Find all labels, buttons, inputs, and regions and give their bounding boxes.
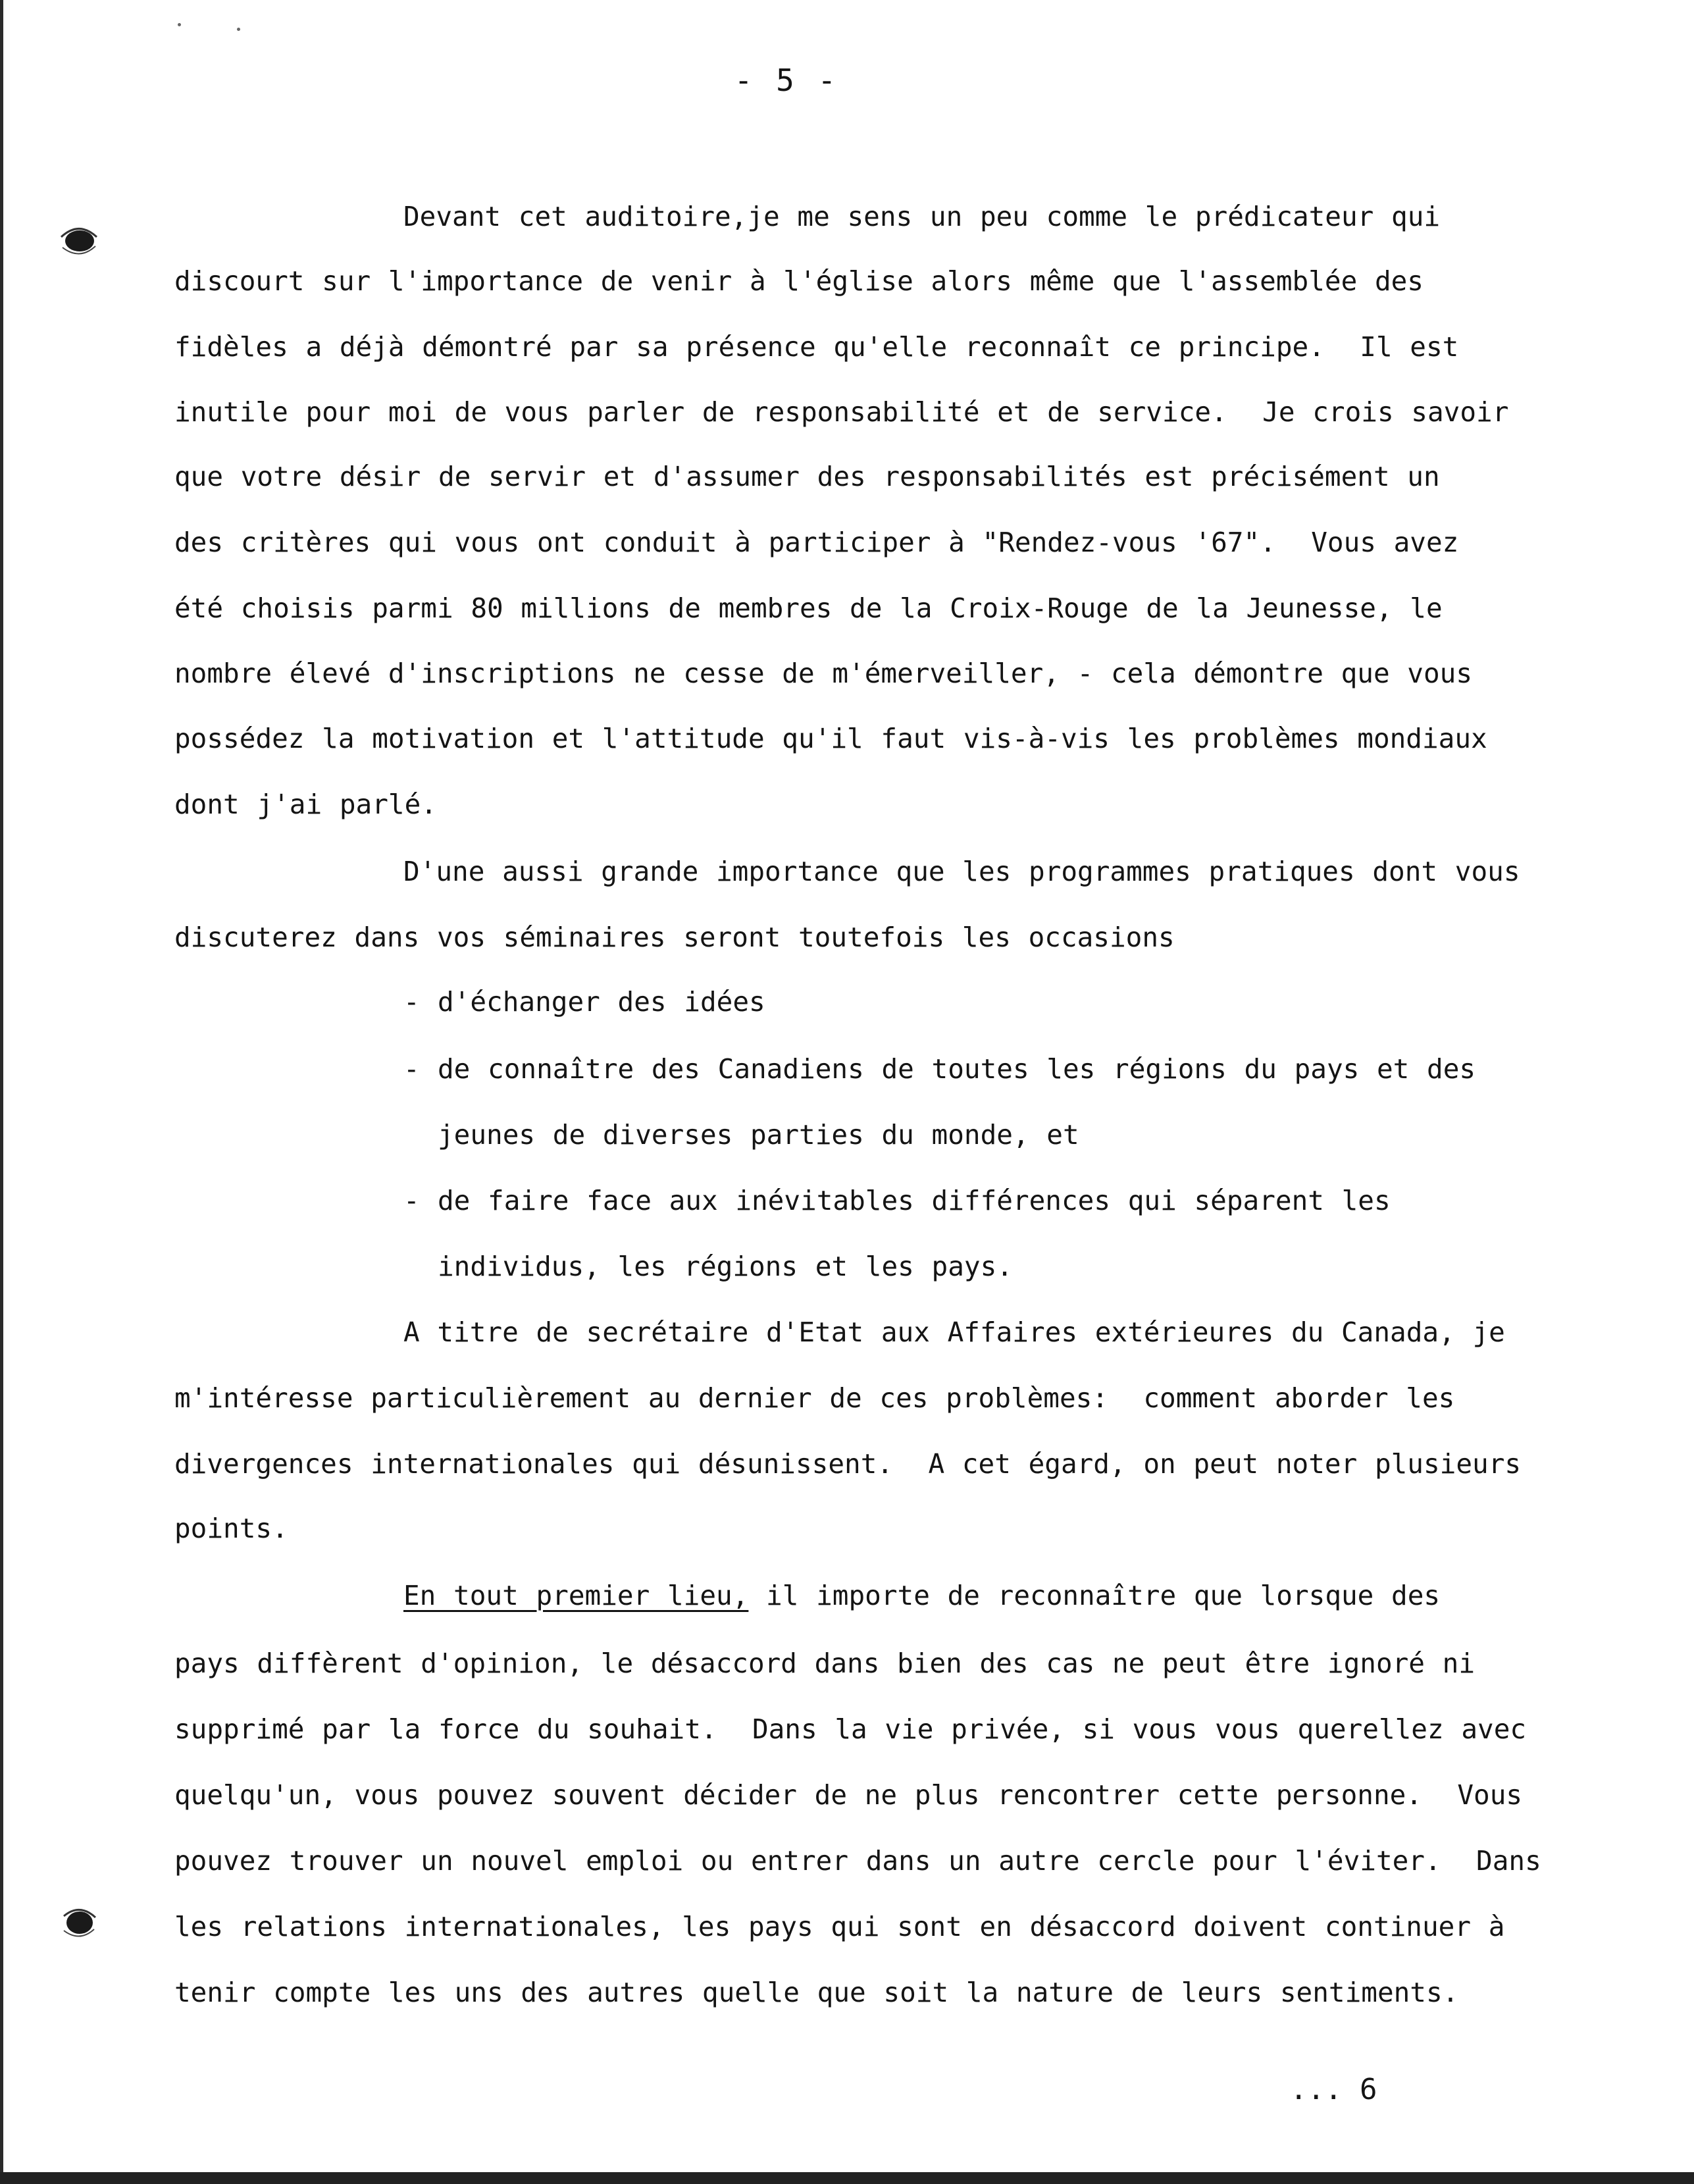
paragraph-3-line-3: divergences internationales qui désunissent. A cet égard, on peut noter plusieurs	[174, 1448, 1522, 1480]
punch-hole-icon	[56, 217, 102, 263]
list-dash: -	[403, 1185, 420, 1216]
scan-speck	[237, 28, 240, 31]
paragraph-3-line-2: m'intéresse particulièrement au dernier de ces problèmes: comment aborder les	[174, 1382, 1455, 1414]
list-dash: -	[403, 986, 420, 1018]
paragraph-4-line-5: pouvez trouver un nouvel emploi ou entrer dans un autre cercle pour l'éviter. Dans	[174, 1845, 1541, 1877]
list-item-3-line-2: individus, les régions et les pays.	[438, 1251, 1013, 1282]
paragraph-4-line-2: pays diffèrent d'opinion, le désaccord dans bien des cas ne peut être ignoré ni	[174, 1648, 1476, 1679]
scan-bottom-edge	[0, 2172, 1694, 2184]
paragraph-4-line-3: supprimé par la force du souhait. Dans la vie privée, si vous vous querellez avec	[174, 1713, 1527, 1745]
paragraph-1-line-4: inutile pour moi de vous parler de responsabilité et de service. Je crois savoir	[174, 396, 1509, 428]
paragraph-4-line-1-rest: il importe de reconnaître que lorsque des	[748, 1580, 1441, 1611]
page-number: - 5 -	[734, 63, 839, 98]
paragraph-1-line-8: nombre élevé d'inscriptions ne cesse de m'émerveiller, - cela démontre que vous	[174, 658, 1473, 689]
scan-left-edge	[0, 0, 3, 2184]
underlined-lead: En tout premier lieu,	[403, 1580, 749, 1611]
paragraph-4-line-4: quelqu'un, vous pouvez souvent décider de ne plus rencontrer cette personne. Vous	[174, 1779, 1523, 1811]
list-dash: -	[403, 1053, 420, 1085]
paragraph-1-line-6: des critères qui vous ont conduit à participer à "Rendez-vous '67". Vous avez	[174, 527, 1459, 558]
paragraph-1-line-2: discourt sur l'importance de venir à l'église alors même que l'assemblée des	[174, 265, 1424, 297]
paragraph-1-line-10: dont j'ai parlé.	[174, 789, 437, 820]
list-item-2-line-1: de connaître des Canadiens de toutes les régions du pays et des	[438, 1053, 1476, 1085]
list-item-1: d'échanger des idées	[438, 986, 765, 1018]
paragraph-1-line-3: fidèles a déjà démontré par sa présence qu'elle reconnaît ce principe. Il est	[174, 331, 1459, 363]
paragraph-1-line-1: Devant cet auditoire,je me sens un peu comme le prédicateur qui	[403, 201, 1441, 232]
paragraph-1-line-5: que votre désir de servir et d'assumer des responsabilités est précisément un	[174, 461, 1440, 492]
paragraph-1-line-9: possédez la motivation et l'attitude qu'il faut vis-à-vis les problèmes mondiaux	[174, 723, 1487, 754]
paragraph-2-line-2: discuterez dans vos séminaires seront toutefois les occasions	[174, 922, 1175, 953]
continuation-marker: ... 6	[1290, 2073, 1377, 2106]
paragraph-2-line-1: D'une aussi grande importance que les programmes pratiques dont vous	[403, 856, 1520, 887]
paragraph-3-line-1: A titre de secrétaire d'Etat aux Affaires extérieures du Canada, je	[403, 1316, 1505, 1348]
paragraph-4-line-6: les relations internationales, les pays qui sont en désaccord doivent continuer à	[174, 1911, 1505, 1942]
paragraph-3-line-4: points.	[174, 1513, 288, 1544]
paragraph-4-line-1	[403, 1580, 1440, 1611]
paragraph-4-line-7: tenir compte les uns des autres quelle que soit la nature de leurs sentiments.	[174, 1977, 1459, 2008]
punch-hole-icon	[56, 1899, 102, 1945]
list-item-2-line-2: jeunes de diverses parties du monde, et	[438, 1119, 1079, 1151]
list-item-3-line-1: de faire face aux inévitables différences qui séparent les	[438, 1185, 1391, 1216]
scan-speck	[178, 23, 181, 26]
paragraph-1-line-7: été choisis parmi 80 millions de membres de la Croix-Rouge de la Jeunesse, le	[174, 592, 1443, 624]
